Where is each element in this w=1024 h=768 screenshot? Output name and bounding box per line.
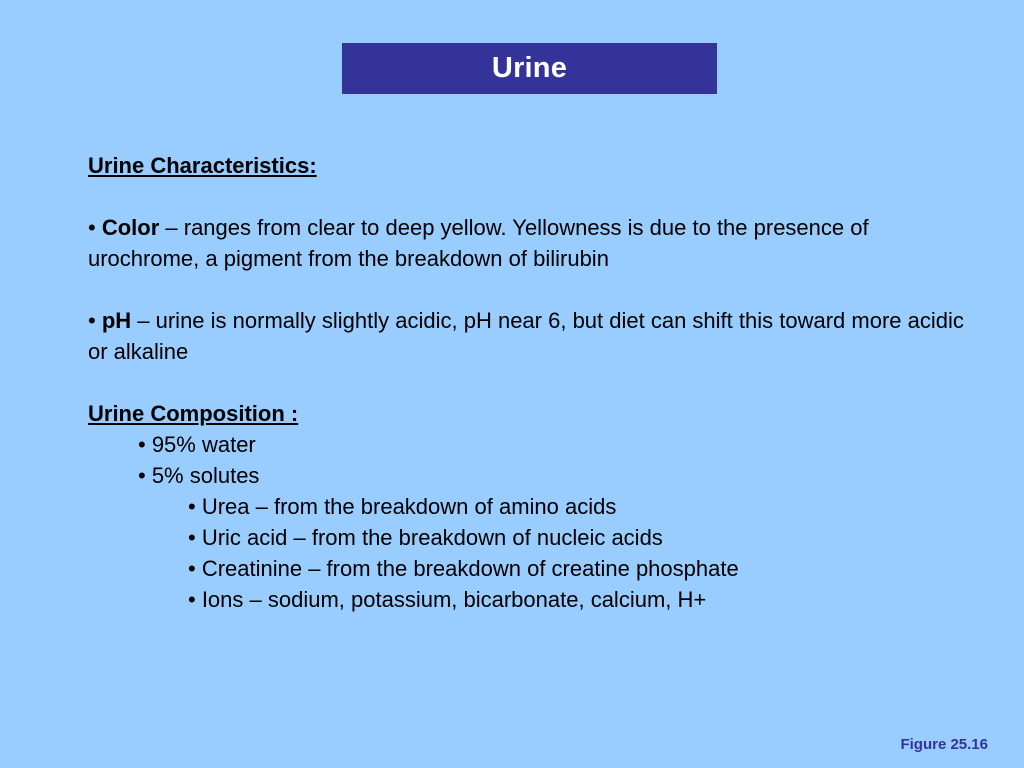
composition-heading: Urine Composition : — [88, 401, 299, 426]
characteristics-heading: Urine Characteristics: — [88, 153, 317, 178]
ph-bullet: • — [88, 308, 96, 333]
figure-label: Figure 25.16 — [900, 736, 988, 753]
list-item-creatinine: • Creatinine – from the breakdown of creatine phosphate — [188, 556, 739, 581]
list-item-solutes: • 5% solutes — [138, 463, 260, 488]
color-paragraph — [88, 212, 968, 274]
title-banner — [342, 43, 717, 94]
list-item-water: • 95% water — [138, 432, 256, 457]
ph-term: pH — [101, 308, 132, 333]
list-item-urea: • Urea – from the breakdown of amino acids — [188, 494, 617, 519]
slide-content — [88, 150, 968, 615]
ph-paragraph — [88, 305, 968, 367]
list-item-uric-acid: • Uric acid – from the breakdown of nucleic acids — [188, 525, 663, 550]
ph-text: – urine is normally slightly acidic, pH near 6, but diet can shift this toward more acidic or alkaline — [88, 308, 964, 364]
color-bullet: • — [88, 215, 96, 240]
color-term: Color — [101, 215, 160, 240]
color-text: – ranges from clear to deep yellow. Yellowness is due to the presence of urochrome, a pigment from the breakdown of bilirubin — [88, 215, 869, 271]
list-item-ions: • Ions – sodium, potassium, bicarbonate, calcium, H+ — [188, 587, 707, 612]
page-title: Urine — [491, 52, 568, 84]
